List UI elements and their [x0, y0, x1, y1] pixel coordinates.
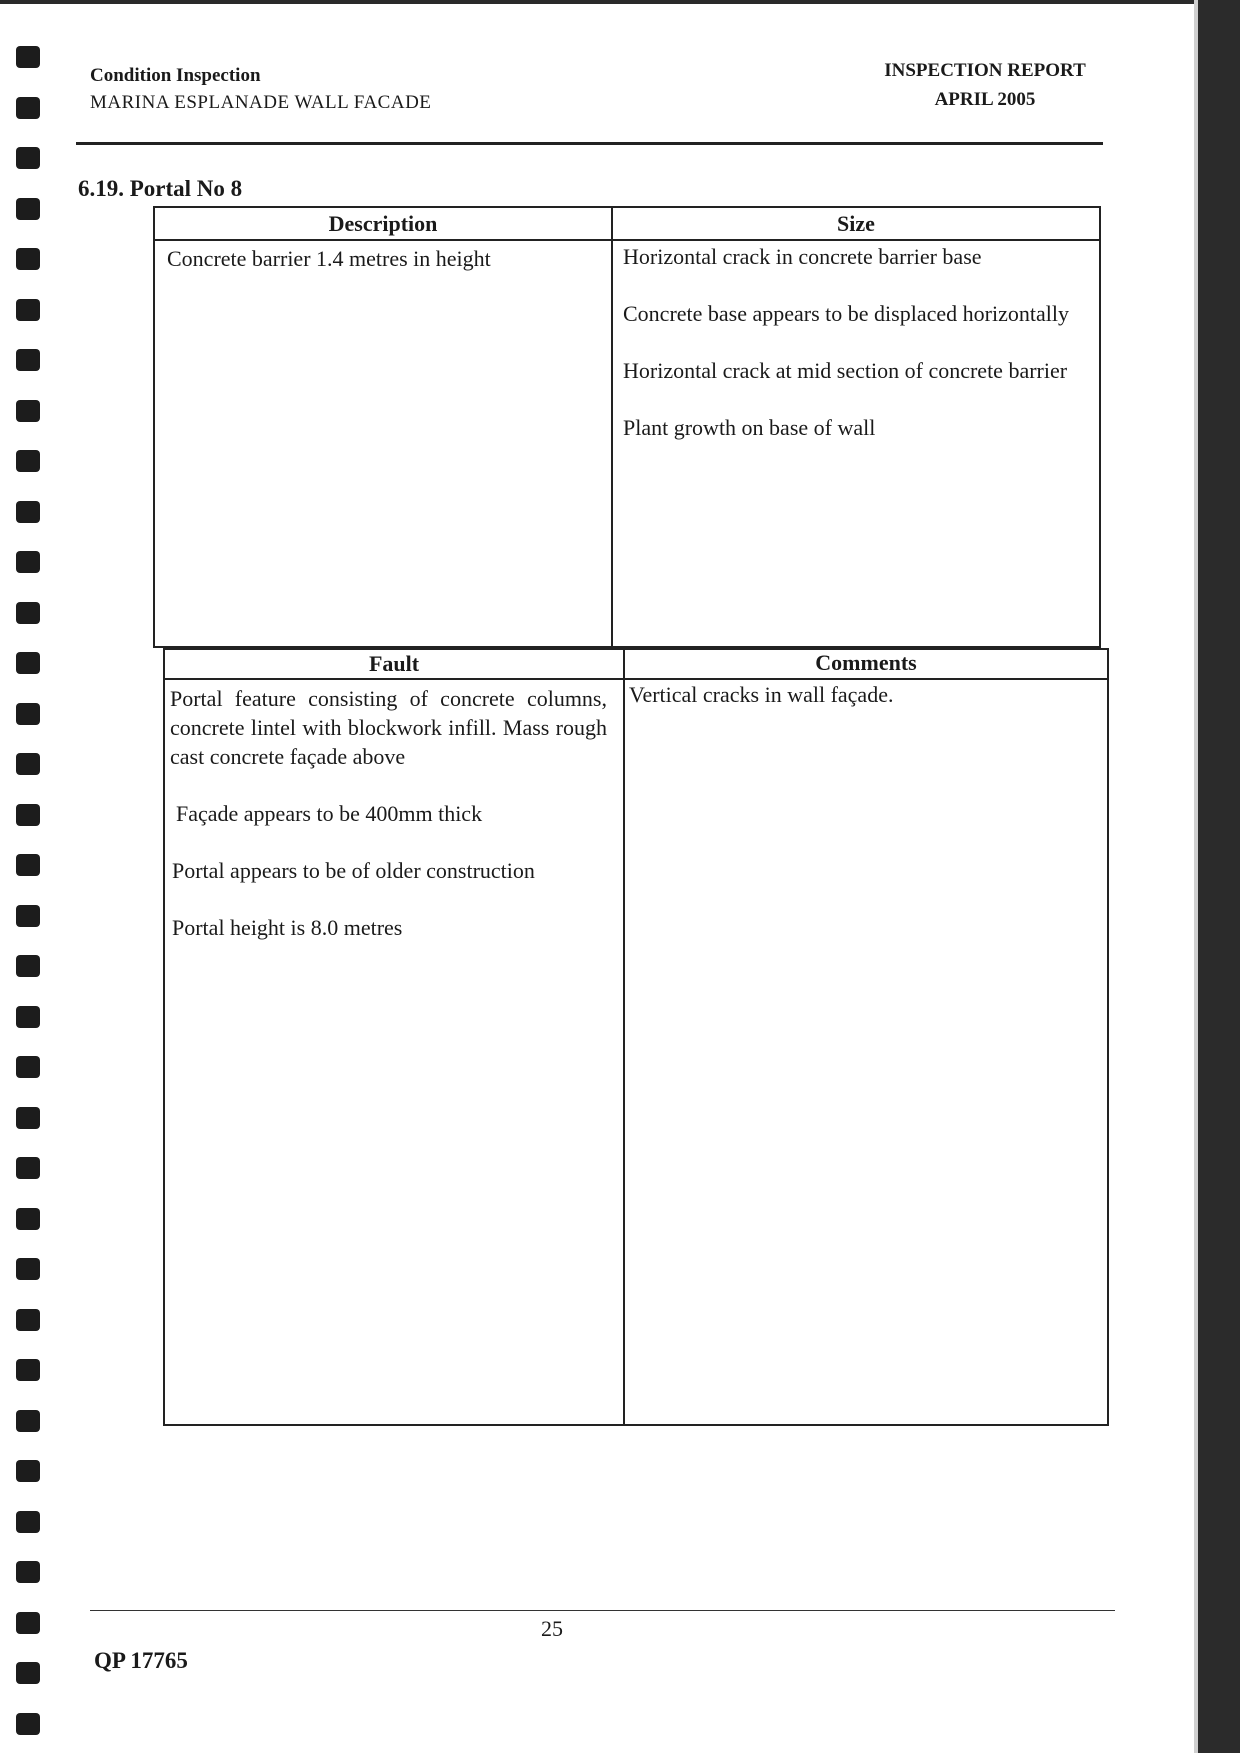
- binding-hole: [16, 97, 40, 119]
- binding-hole: [16, 147, 40, 169]
- binding-hole: [16, 248, 40, 270]
- description-size-table: [153, 206, 1101, 648]
- header-project-name: MARINA ESPLANADE WALL FACADE: [90, 92, 432, 113]
- binding-hole: [16, 1258, 40, 1280]
- size-item: Plant growth on base of wall: [623, 415, 876, 440]
- fault-header: Fault: [368, 651, 420, 676]
- header-right: [860, 56, 1110, 114]
- binding-hole: [16, 1612, 40, 1634]
- binding-hole: [16, 1157, 40, 1179]
- binding-hole: [16, 400, 40, 422]
- binding-hole: [16, 198, 40, 220]
- binding-hole: [16, 1208, 40, 1230]
- comments-cell: [629, 680, 1089, 737]
- binding-hole: [16, 1511, 40, 1533]
- binding-hole: [16, 1460, 40, 1482]
- binding-hole: [16, 46, 40, 68]
- scan-right-edge: [1198, 0, 1240, 1753]
- description-text: Concrete barrier 1.4 metres in height: [167, 246, 491, 271]
- table-column-divider: [623, 650, 625, 1424]
- fault-item: Portal appears to be of older construction: [172, 858, 535, 883]
- binding-hole: [16, 1359, 40, 1381]
- binding-hole: [16, 602, 40, 624]
- size-header: Size: [837, 211, 875, 236]
- header-report-date: APRIL 2005: [934, 89, 1036, 110]
- fault-cell: [170, 684, 607, 970]
- binding-hole: [16, 349, 40, 371]
- header-rule: [76, 142, 1103, 145]
- header-document-type: Condition Inspection: [90, 65, 261, 86]
- binding-hole: [16, 1662, 40, 1684]
- binding-hole: [16, 652, 40, 674]
- binding-hole: [16, 1056, 40, 1078]
- binding-hole: [16, 905, 40, 927]
- document-reference: QP 17765: [94, 1648, 188, 1673]
- fault-comments-table: [163, 648, 1109, 1426]
- description-header: Description: [328, 211, 438, 236]
- size-item: Horizontal crack at mid section of concrete barrier: [623, 358, 1068, 383]
- footer-rule: [90, 1610, 1115, 1611]
- size-item: Concrete base appears to be displaced horizontally: [623, 301, 1069, 326]
- binding-hole: [16, 501, 40, 523]
- table-column-divider: [611, 208, 613, 646]
- fault-item: Portal feature consisting of concrete columns, concrete lintel with blockwork infill. Mass rough cast concrete façade above: [170, 686, 607, 769]
- binding-hole: [16, 1309, 40, 1331]
- fault-item: Portal height is 8.0 metres: [172, 915, 403, 940]
- binding-hole: [16, 703, 40, 725]
- fault-item: Façade appears to be 400mm thick: [176, 801, 483, 826]
- binding-hole: [16, 1006, 40, 1028]
- section-title: 6.19. Portal No 8: [78, 176, 243, 201]
- binding-hole: [16, 854, 40, 876]
- header-left: [90, 62, 431, 116]
- scan-top-edge: [0, 0, 1240, 4]
- binding-hole: [16, 804, 40, 826]
- binding-hole: [16, 955, 40, 977]
- binding-hole: [16, 753, 40, 775]
- binding-hole: [16, 450, 40, 472]
- binding-holes: [16, 46, 40, 1763]
- binding-hole: [16, 551, 40, 573]
- binding-hole: [16, 1107, 40, 1129]
- binding-hole: [16, 1410, 40, 1432]
- table-header-divider: [155, 239, 1099, 241]
- binding-hole: [16, 299, 40, 321]
- page-number: 25: [541, 1616, 563, 1641]
- size-item: Horizontal crack in concrete barrier base: [623, 244, 982, 269]
- header-report-title: INSPECTION REPORT: [884, 60, 1086, 81]
- comments-item: Vertical cracks in wall façade.: [629, 682, 894, 707]
- binding-hole: [16, 1713, 40, 1735]
- description-cell: [167, 244, 597, 301]
- size-cell: [623, 242, 1087, 470]
- binding-hole: [16, 1561, 40, 1583]
- comments-header: Comments: [815, 650, 917, 675]
